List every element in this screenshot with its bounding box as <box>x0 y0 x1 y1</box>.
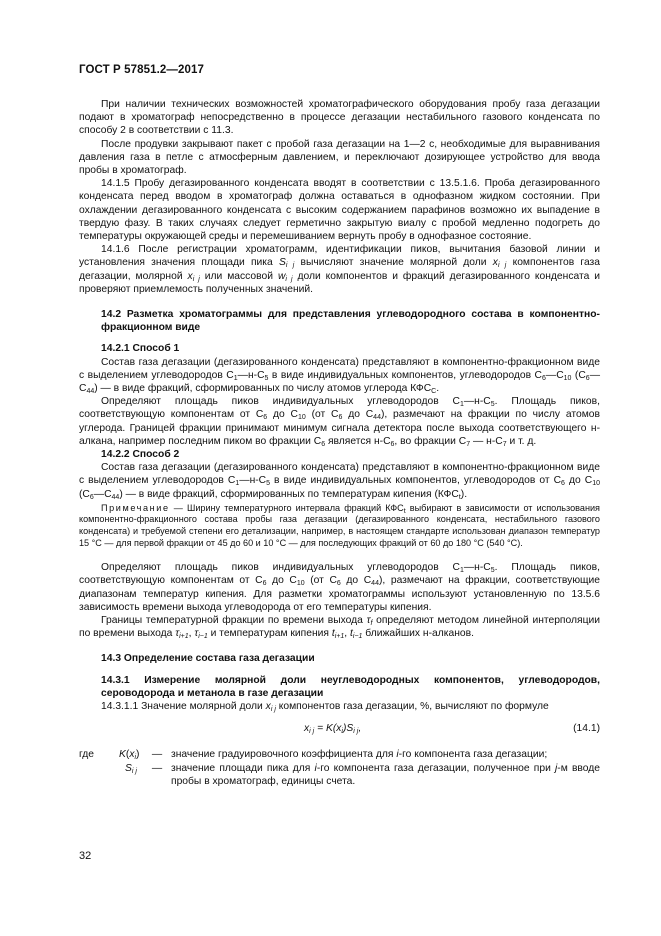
paragraph: Состав газа дегазации (дегазированного конденсата) представляют в компонентно-фракционном виде с выделением углеводородов $C_1—н-C_5$ в виде индивидуальных компонентов, углеводородов $C_6—C_{10}$ $(C_6—C_{44})$ — в виде фракций, сформированных по числу атомов углерода $КФС_C$. <box>79 356 600 396</box>
paragraph: Определяют площадь пиков индивидуальных углеводородов $C_1—н-C_5$. Площадь пиков, соответствующую компонентам от $C_6$ до $C_{10}$ (от $C_6$ до $C_{44}$), размечают на фракции, соответствующие диапазонам температур кипения. Для разметки хроматограммы используют установленную по 13.5.6 зависимость времени выхода углеводорода от его температуры кипения. <box>79 562 600 613</box>
paragraph: При наличии технических возможностей хроматографического оборудования пробу газа дегазации подают в хроматограф непосредственно в процессе дегазации нестабильного газового конденсата по способу 2 в соответствии с 11.3. <box>79 99 600 137</box>
symbol-s: $S_{i j}$ <box>125 762 137 775</box>
equation-number: (14.1) <box>573 723 600 735</box>
paragraph-14-1-5: 14.1.5 Пробу дегазированного конденсата вводят в соответствии с 13.5.1.6. Проба дегазированного конденсата перед вводом в хроматограф должна оставаться в однофазном жидком состоянии. При охлаждении дегазированного конденсата с высоким содержанием парафинов возможно их выпадение в твердую фазу. В таких случаях следует герметично закрытую виалу с пробой медленно подогреть до температуры окружающей среды и перемешиванием вернуть пробу в однофазное состояние. <box>79 178 600 243</box>
section-heading-14-3: 14.3 Определение состава газа дегазации <box>101 653 315 665</box>
paragraph-14-1-6: 14.1.6 После регистрации хроматограмм, идентификации пиков, вычитания базовой линии и установления значения площади пика $S_{i j}$ вычисляют значение молярной доли $x_{i j}$ компонентов газа дегазации, молярной $x_{i j}$ или массовой $w_{i j}$ доли компонентов и фракций дегазированного конденсата и проверяют приемлемость полученных значений. <box>79 244 601 295</box>
document-header: ГОСТ Р 57851.2—2017 <box>79 64 204 76</box>
paragraph: Состав газа дегазации (дегазированного конденсата) представляют в компонентно-фракционном виде с выделением углеводородов $C_1—н-C_5$ в виде индивидуальных компонентов, углеводородов от $C_6$ до $C_{10}$ $(C_6—C_{44})$ — в виде фракций, сформированных по температурам кипения $(КФС_t)$. <box>79 462 600 501</box>
where-label: где <box>79 749 95 761</box>
paragraph: Определяют площадь пиков индивидуальных углеводородов $C_1—н-C_5$. Площадь пиков, соответствующую компонентам от $C_6$ до $C_{10}$ (от $C_6$ до $C_{44}$), размечают на фракции по числу атомов углерода. Границей фракции принимают минимум сигнала детектора после выхода соответствующего н-алкана, например последним пиком во фракции $C_6$ является $н-C_6$, во фракции $C_7$ — $н-C_7$ и т. д. <box>79 396 600 448</box>
formula-14-1 <box>79 722 600 738</box>
subsection-heading-14-3-1: 14.3.1 Измерение молярной доли неуглеводородных компонентов, углеводородов, сероводорода и метанола в газе дегазации <box>101 674 600 699</box>
paragraph-14-3-1-1: 14.3.1.1 Значение молярной доли $x_{i j}$ компонентов газа дегазации, %, вычисляют по формуле <box>101 701 549 714</box>
note: Примечание — Ширину температурного интервала фракций $КФС_t$ выбирают в зависимости от использования компонентно-фракционного состава пробы газа дегазации (дегазированного конденсата, нестабильного газового конденсата) и требуемой степени его детализации, например, в настоящем стандарте использован диапазон температур 15 °C — для первой фракции от 45 до 60 и 10 °C — для последующих фракций от 60 до 180 °C (540 °C). <box>79 502 600 548</box>
definition-text: значение площади пика для i-го компонента газа дегазации, полученное при j-м вводе пробы в хроматограф, единицы счета. <box>171 762 601 787</box>
subsection-heading-14-2-2: 14.2.2 Способ 2 <box>101 449 180 461</box>
symbol-definitions <box>79 748 600 788</box>
definition-dash: — <box>151 749 163 761</box>
page-number: 32 <box>79 850 92 862</box>
paragraph: После продувки закрывают пакет с пробой газа дегазации на 1—2 с, необходимые для выравнивания давления газа в петле с атмосферным давлением, и переключают дозирующее устройство для ввода пробы в хроматограф. <box>79 138 600 177</box>
subsection-heading-14-2-1: 14.2.1 Способ 1 <box>101 343 180 355</box>
definition-text: значение градуировочного коэффициента для i-го компонента газа дегазации; <box>171 749 548 761</box>
formula-expression: $x_{i j} = K(x_i)S_{i j}$, <box>304 723 362 736</box>
definition-dash: — <box>151 762 163 774</box>
symbol-k: $K(x_i)$ <box>119 749 140 762</box>
document-body <box>79 98 600 788</box>
paragraph: Границы температурной фракции по времени выхода $\tau_f$ определяют методом линейной интерполяции по времени выхода $\tau_{i+1}$, $\tau_{i-1}$ и температурам кипения $t_{i+1}$, $t_{i-1}$ ближайших н-алканов. <box>79 615 600 641</box>
section-heading-14-2: 14.2 Разметка хроматограммы для представления углеводородного состава в компонентно-фракционном виде <box>101 309 600 334</box>
